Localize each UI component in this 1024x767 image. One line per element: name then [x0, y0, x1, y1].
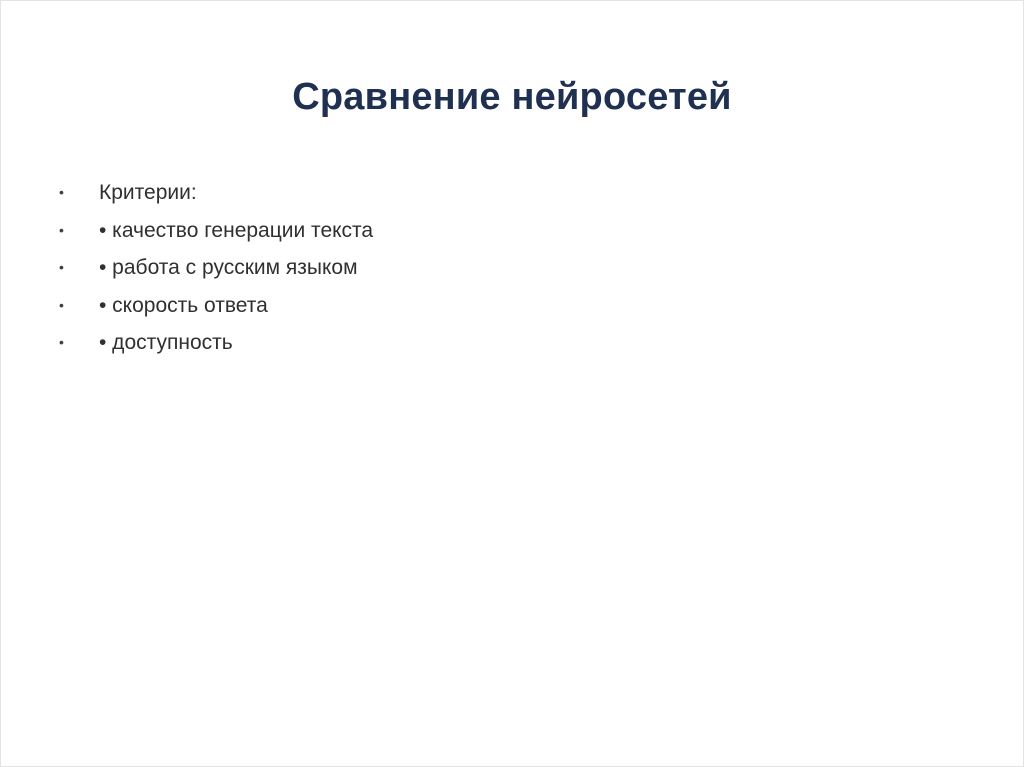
bullet-text: • доступность	[99, 331, 233, 354]
list-item	[59, 256, 373, 294]
bullet-icon: •	[59, 259, 64, 275]
bullet-icon: •	[59, 184, 64, 200]
bullet-text: • работа с русским языком	[99, 256, 358, 279]
bullet-text: • качество генерации текста	[99, 218, 374, 242]
bullet-icon: •	[59, 221, 64, 238]
bullet-icon: •	[59, 334, 64, 350]
slide-title: Сравнение нейросетей	[292, 76, 732, 118]
bullet-list	[59, 181, 373, 369]
bullet-text: • скорость ответа	[99, 293, 268, 317]
list-item	[59, 219, 373, 257]
list-item	[59, 181, 373, 219]
bullet-text: Критерии:	[99, 181, 197, 204]
list-item	[59, 294, 373, 332]
bullet-icon: •	[59, 296, 64, 313]
list-item	[59, 331, 373, 369]
